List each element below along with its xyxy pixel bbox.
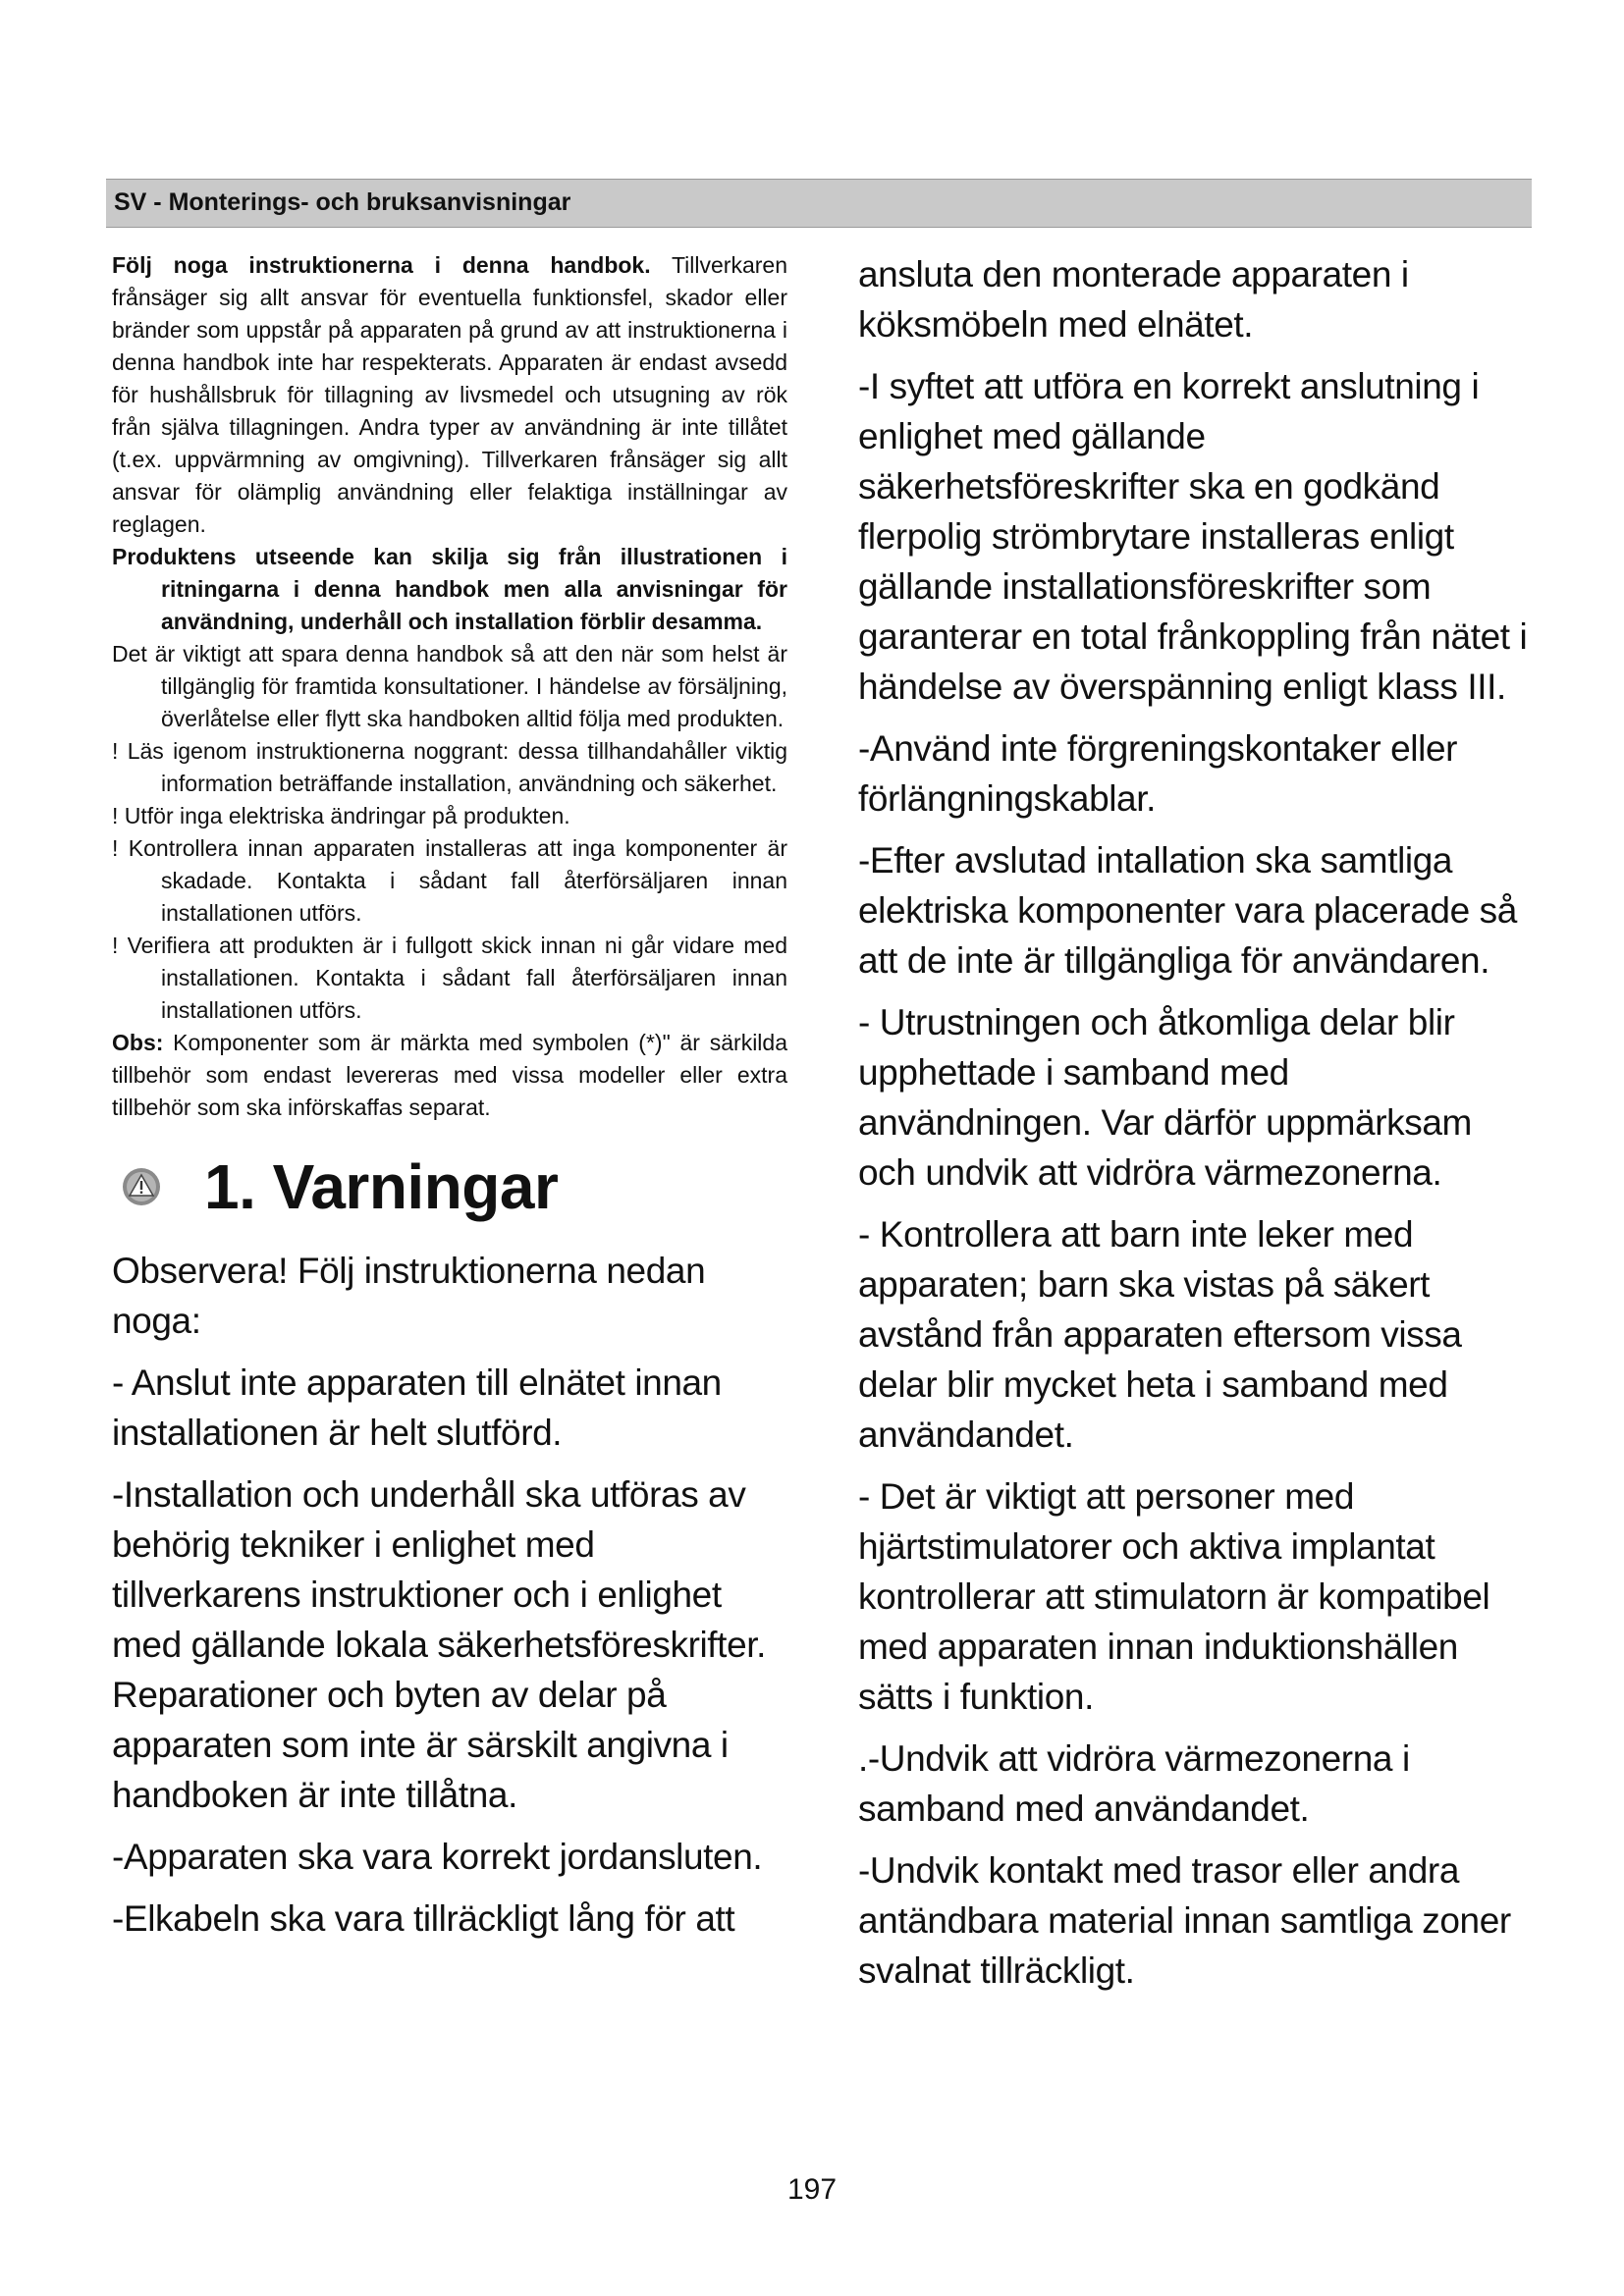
right-column [858, 249, 1532, 2007]
obs-text: Komponenter som är märkta med symbolen (*)" är särkilda tillbehör som endast levereras med vissa modeller eller extra tillbehör som ska införskaffas separat. [112, 1030, 787, 1120]
note-item: ! Läs igenom instruktionerna noggrant: dessa tillhandahåller viktig information beträffande installation, användning och säkerhet. [112, 738, 787, 796]
warning-paragraph: -Använd inte förgreningskontaker eller förlängningskablar. [858, 728, 1458, 819]
intro-bold-lead: Följ noga instruktionerna i denna handbok. [112, 252, 651, 278]
obs-note [112, 1027, 787, 1124]
warning-paragraph: -Apparaten ska vara korrekt jordansluten. [112, 1837, 763, 1877]
warning-paragraph: - Utrustningen och åtkomliga delar blir upphettade i samband med användningen. Var därför uppmärksam och undvik att vidröra värmezonerna. [858, 1002, 1472, 1193]
warning-paragraph: - Anslut inte apparaten till elnätet innan installationen är helt slutförd. [112, 1362, 722, 1453]
obs-label: Obs: [112, 1030, 164, 1055]
left-column [112, 249, 787, 1955]
warning-paragraph: - Det är viktigt att personer med hjärtstimulatorer och aktiva implantat kontrollerar att stimulatorn är kompatibel med apparaten innan induktionshällen sätts i funktion. [858, 1476, 1490, 1717]
warning-triangle-icon [122, 1167, 161, 1206]
note-item: ! Verifiera att produkten är i fullgott skick innan ni går vidare med installationen. Kontakta i sådant fall återförsäljaren innan installationen utförs. [112, 933, 787, 1023]
warning-paragraph: ansluta den monterade apparaten i köksmöbeln med elnätet. [858, 254, 1409, 345]
warning-paragraph: -Efter avslutad intallation ska samtliga elektriska komponenter vara placerade så att de inte är tillgängliga för användaren. [858, 840, 1517, 981]
intro-text: Tillverkaren frånsäger sig allt ansvar för eventuella funktionsfel, skador eller bränder som uppstår på apparaten på grund av att instruktionerna i denna handbok inte har respekterats. Apparaten är endast avsedd för hushållsbruk för tillagning av livsmedel och utsugning av rök från själva tillagningen. Andra typer av användning är inte tillåtet (t.ex. uppvärmning av omgivning). Tillverkaren frånsäger sig allt ansvar för olämplig användning eller felaktiga inställningar av reglagen. [112, 252, 787, 537]
warning-paragraph: - Kontrollera att barn inte leker med apparaten; barn ska vistas på säkert avstånd från apparaten eftersom vissa delar blir mycket heta i samband med användandet. [858, 1214, 1462, 1455]
warning-paragraph: -Undvik kontakt med trasor eller andra antändbara material innan samtliga zoner svalnat tillräckligt. [858, 1850, 1511, 1991]
warning-paragraph: -I syftet att utföra en korrekt anslutning i enlighet med gällande säkerhetsföreskrifter ska en godkänd flerpolig strömbrytare installeras enligt gällande installationsföreskrifter som garanterar en total frånkoppling från nätet i händelse av överspänning enligt klass III. [858, 366, 1528, 707]
note-item: ! Utför inga elektriska ändringar på produkten. [112, 803, 570, 828]
section-title: 1. Varningar [204, 1151, 559, 1222]
keep-manual-note: Det är viktigt att spara denna handbok så att den när som helst är tillgänglig för framtida konsultationer. I händelse av försäljning, överlåtelse eller flytt ska handboken alltid följa med produkten. [112, 641, 787, 731]
appearance-note: Produktens utseende kan skilja sig från illustrationen i ritningarna i denna handbok men alla anvisningar för användning, underhåll och installation förblir desamma. [112, 544, 787, 634]
section-heading [112, 1146, 787, 1228]
note-item: ! Kontrollera innan apparaten installeras att inga komponenter är skadade. Kontakta i sådant fall återförsäljaren innan installationen utförs. [112, 835, 787, 926]
warning-paragraph: -Elkabeln ska vara tillräckligt lång för att [112, 1898, 735, 1939]
intro-paragraph [112, 249, 787, 541]
warning-paragraph: -Installation och underhåll ska utföras av behörig tekniker i enlighet med tillverkarens instruktioner och i enlighet med gällande lokala säkerhetsföreskrifter. Reparationer och byten av delar på apparaten som inte är särskilt angivna i handboken är inte tillåtna. [112, 1474, 767, 1815]
page-number: 197 [786, 2173, 838, 2206]
section-header-bar [106, 179, 1532, 228]
warning-paragraph: .-Undvik att vidröra värmezonerna i samband med användandet. [858, 1738, 1410, 1829]
warning-paragraph: Observera! Följ instruktionerna nedan noga: [112, 1251, 706, 1341]
header-title: SV - Monterings- och bruksanvisningar [114, 188, 571, 216]
